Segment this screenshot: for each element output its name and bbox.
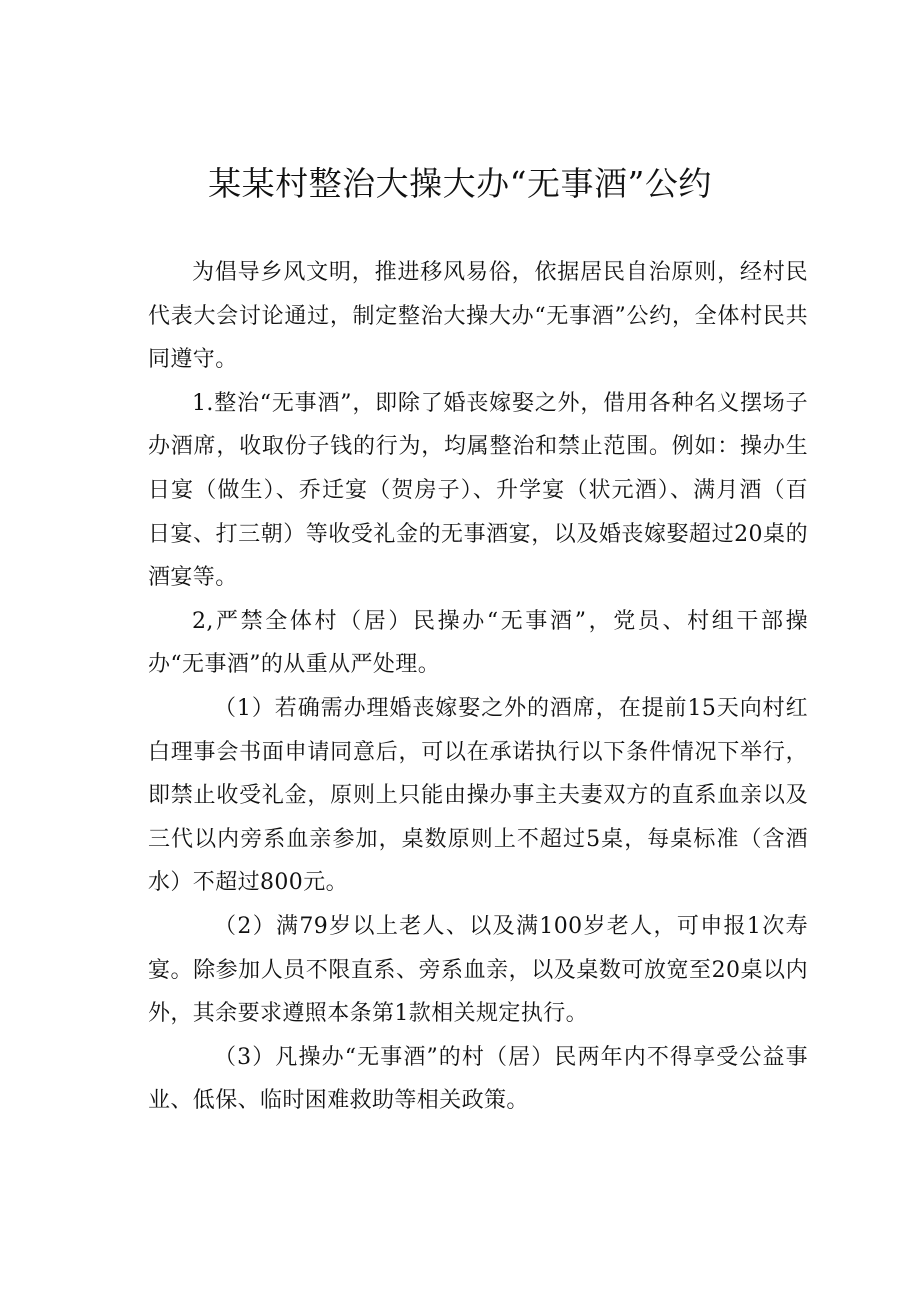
article-1-paragraph: 1.整治“无事酒”，即除了婚丧嫁娶之外，借用各种名义摆场子办酒席，收取份子钱的行为，均属整治和禁止范围。例如：操办生日宴（做生）、乔迁宴（贺房子）、升学宴（状元酒）、满月酒（百日宴、打三朝）等收受礼金的无事酒宴，以及婚丧嫁娶超过20桌的酒宴等。: [148, 390, 808, 591]
document-title: 某某村整治大操大办“无事酒”公约: [208, 164, 712, 203]
article-2-paragraph: 2,严禁全体村（居）民操办“无事酒”，党员、村组干部操办“无事酒”的从重从严处理。: [148, 608, 808, 678]
clause-1-paragraph: （1）若确需办理婚丧嫁娶之外的酒席，在提前15天向村红白理事会书面申请同意后，可以在承诺执行以下条件情况下举行，即禁止收受礼金，原则上只能由操办事主夫妻双方的直系血亲以及三代以内旁系血亲参加，桌数原则上不超过5桌，每桌标准（含酒水）不超过800元。: [148, 695, 808, 896]
clause-2-paragraph: （2）满79岁以上老人、以及满100岁老人，可申报1次寿宴。除参加人员不限直系、旁系血亲，以及桌数可放宽至20桌以内外，其余要求遵照本条第1款相关规定执行。: [148, 913, 808, 1027]
clause-3-paragraph: （3）凡操办“无事酒”的村（居）民两年内不得享受公益事业、低保、临时困难救助等相关政策。: [148, 1044, 808, 1114]
intro-paragraph: 为倡导乡风文明，推进移风易俗，依据居民自治原则，经村民代表大会讨论通过，制定整治大操大办“无事酒”公约，全体村民共同遵守。: [148, 260, 808, 373]
document-body: [148, 251, 808, 1123]
